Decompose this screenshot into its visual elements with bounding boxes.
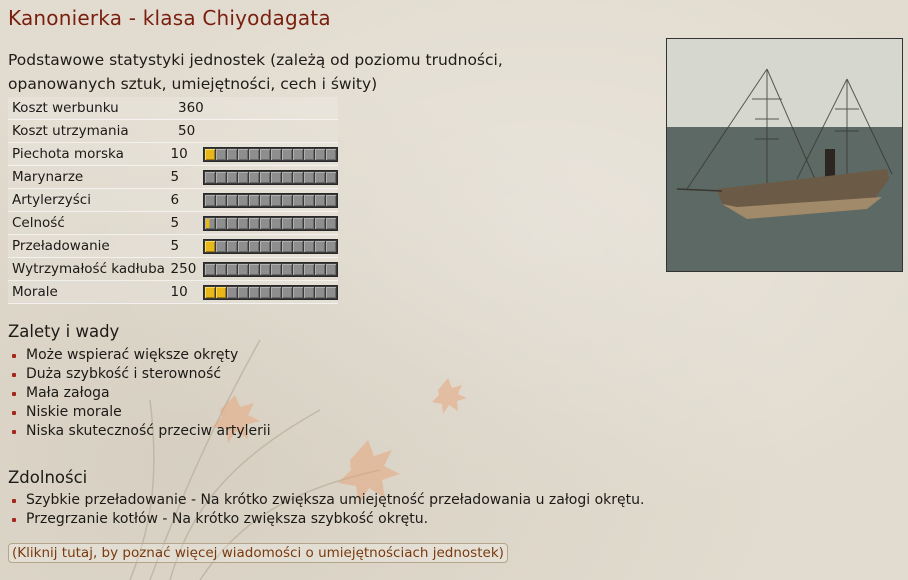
stat-bar-segment bbox=[238, 172, 248, 183]
stat-row bbox=[8, 143, 338, 166]
stat-bar-segment bbox=[315, 218, 325, 229]
stat-bar-segment bbox=[205, 172, 215, 183]
stat-label: Wytrzymałość kadłuba bbox=[12, 261, 165, 277]
stat-bar-segment bbox=[216, 218, 226, 229]
stat-bar-segment bbox=[205, 149, 215, 160]
pros-cons-heading: Zalety i wady bbox=[8, 322, 120, 341]
stat-bar-segment bbox=[249, 264, 259, 275]
stat-value: 360 bbox=[178, 100, 204, 116]
stat-bar-segment bbox=[260, 241, 270, 252]
stat-bar-segment bbox=[249, 287, 259, 298]
stat-bar-segment bbox=[304, 195, 314, 206]
stat-bar bbox=[203, 147, 338, 162]
stat-bar-segment bbox=[260, 287, 270, 298]
stat-bar-segment bbox=[238, 149, 248, 160]
stat-bar-segment bbox=[260, 218, 270, 229]
stat-bar-segment bbox=[326, 241, 336, 252]
stat-value: 50 bbox=[178, 123, 196, 139]
stat-bar-segment bbox=[238, 241, 248, 252]
stat-row bbox=[8, 97, 338, 120]
stat-bar bbox=[203, 262, 338, 277]
stat-row bbox=[8, 212, 338, 235]
stats-intro-line2: opanowanych sztuk, umiejętności, cech i świty) bbox=[8, 75, 378, 93]
stat-bar-segment bbox=[315, 195, 325, 206]
stat-bar bbox=[203, 170, 338, 185]
stat-bar bbox=[203, 239, 338, 254]
pros-cons-item: Mała załoga bbox=[8, 384, 271, 403]
stats-intro-line1: Podstawowe statystyki jednostek (zależą od poziomu trudności, bbox=[8, 51, 503, 69]
stat-bar-segment bbox=[216, 195, 226, 206]
stat-bar-segment bbox=[216, 172, 226, 183]
stat-bar-segment bbox=[282, 264, 292, 275]
stat-bar-segment bbox=[216, 149, 226, 160]
stat-label: Koszt utrzymania bbox=[12, 123, 129, 139]
stat-value: 5 bbox=[170, 238, 180, 254]
stat-label: Koszt werbunku bbox=[12, 100, 119, 116]
stat-bar-segment bbox=[326, 218, 336, 229]
stat-value: 10 bbox=[170, 146, 188, 162]
stat-bar-segment bbox=[260, 195, 270, 206]
stat-row bbox=[8, 258, 338, 281]
stat-bar-segment bbox=[216, 241, 226, 252]
stat-label: Artylerzyści bbox=[12, 192, 91, 208]
stat-bar-segment bbox=[304, 172, 314, 183]
stats-table bbox=[8, 97, 338, 304]
stat-bar-segment bbox=[293, 241, 303, 252]
stat-bar-segment bbox=[227, 287, 237, 298]
abilities-list bbox=[8, 491, 644, 529]
stat-value: 250 bbox=[170, 261, 197, 277]
stat-bar-segment bbox=[304, 218, 314, 229]
stat-bar-segment bbox=[326, 287, 336, 298]
stat-bar-segment bbox=[227, 264, 237, 275]
stat-bar-segment bbox=[304, 287, 314, 298]
stat-bar-segment bbox=[227, 218, 237, 229]
stat-bar-segment bbox=[271, 287, 281, 298]
stat-bar-segment bbox=[249, 149, 259, 160]
stat-bar-segment bbox=[271, 149, 281, 160]
stat-bar-segment bbox=[238, 264, 248, 275]
stat-bar-segment bbox=[326, 195, 336, 206]
stat-row bbox=[8, 166, 338, 189]
stat-bar-segment bbox=[205, 218, 215, 229]
stat-bar-segment bbox=[315, 287, 325, 298]
stat-bar-segment bbox=[216, 287, 226, 298]
stat-bar-segment bbox=[205, 287, 215, 298]
stats-intro bbox=[8, 48, 568, 96]
stat-bar-segment bbox=[282, 287, 292, 298]
stat-bar bbox=[203, 216, 338, 231]
stat-value: 6 bbox=[170, 192, 180, 208]
stat-bar-segment bbox=[293, 264, 303, 275]
stat-bar bbox=[203, 193, 338, 208]
stat-bar-segment bbox=[271, 172, 281, 183]
stat-bar-segment bbox=[238, 195, 248, 206]
stat-bar-segment bbox=[227, 195, 237, 206]
stat-bar-segment bbox=[249, 218, 259, 229]
stat-bar-segment bbox=[205, 241, 215, 252]
stat-row bbox=[8, 235, 338, 258]
stat-bar-segment bbox=[260, 172, 270, 183]
stat-value: 5 bbox=[170, 215, 180, 231]
pros-cons-item: Duża szybkość i sterowność bbox=[8, 365, 271, 384]
stat-bar-segment bbox=[315, 241, 325, 252]
stat-bar-segment bbox=[293, 149, 303, 160]
more-info-link[interactable]: (Kliknij tutaj, by poznać więcej wiadomości o umiejętnościach jednostek) bbox=[8, 543, 508, 563]
stat-bar-segment bbox=[227, 149, 237, 160]
ship-illustration bbox=[667, 39, 903, 272]
stat-bar-segment bbox=[238, 287, 248, 298]
stat-bar-segment bbox=[326, 149, 336, 160]
stat-row bbox=[8, 189, 338, 212]
stat-bar-segment bbox=[326, 264, 336, 275]
ability-item: Przegrzanie kotłów - Na krótko zwiększa szybkość okrętu. bbox=[8, 510, 644, 529]
stat-bar-segment bbox=[216, 264, 226, 275]
stat-bar-segment bbox=[282, 195, 292, 206]
stat-bar-segment bbox=[315, 264, 325, 275]
stat-bar-segment bbox=[293, 195, 303, 206]
stat-bar-segment bbox=[205, 195, 215, 206]
pros-cons-item: Niskie morale bbox=[8, 403, 271, 422]
stat-bar-segment bbox=[271, 241, 281, 252]
stat-bar-segment bbox=[304, 264, 314, 275]
stat-bar-segment bbox=[249, 195, 259, 206]
stat-label: Przeładowanie bbox=[12, 238, 110, 254]
stat-value: 5 bbox=[170, 169, 180, 185]
stat-bar-segment bbox=[315, 172, 325, 183]
stat-bar-segment bbox=[227, 241, 237, 252]
stat-label: Celność bbox=[12, 215, 65, 231]
stat-row bbox=[8, 281, 338, 304]
stat-bar-segment bbox=[315, 149, 325, 160]
stat-bar-segment bbox=[271, 195, 281, 206]
stat-bar-segment bbox=[227, 172, 237, 183]
pros-cons-item: Może wspierać większe okręty bbox=[8, 346, 271, 365]
stat-bar-segment bbox=[271, 264, 281, 275]
page-title: Kanonierka - klasa Chiyodagata bbox=[8, 6, 331, 30]
stat-bar-segment bbox=[271, 218, 281, 229]
stat-label: Marynarze bbox=[12, 169, 84, 185]
stat-value: 10 bbox=[170, 284, 188, 300]
stat-bar-segment bbox=[260, 264, 270, 275]
stat-bar-segment bbox=[293, 218, 303, 229]
pros-cons-list bbox=[8, 346, 271, 441]
stat-bar-segment bbox=[293, 287, 303, 298]
stat-bar-segment bbox=[260, 149, 270, 160]
ability-item: Szybkie przeładowanie - Na krótko zwiększa umiejętność przeładowania u załogi okrętu. bbox=[8, 491, 644, 510]
abilities-heading: Zdolności bbox=[8, 468, 88, 487]
pros-cons-item: Niska skuteczność przeciw artylerii bbox=[8, 422, 271, 441]
stat-bar-segment bbox=[282, 241, 292, 252]
stat-bar-segment bbox=[326, 172, 336, 183]
stat-label: Morale bbox=[12, 284, 58, 300]
stat-label: Piechota morska bbox=[12, 146, 124, 162]
stat-bar-segment bbox=[282, 172, 292, 183]
unit-image bbox=[666, 38, 903, 272]
stat-bar-segment bbox=[205, 264, 215, 275]
stat-bar bbox=[203, 285, 338, 300]
stat-bar-segment bbox=[304, 241, 314, 252]
stat-bar-segment bbox=[293, 172, 303, 183]
stat-row bbox=[8, 120, 338, 143]
stat-bar-segment bbox=[249, 241, 259, 252]
stat-bar-segment bbox=[282, 218, 292, 229]
stat-bar-segment bbox=[304, 149, 314, 160]
stat-bar-segment bbox=[238, 218, 248, 229]
stat-bar-segment bbox=[249, 172, 259, 183]
stat-bar-segment bbox=[282, 149, 292, 160]
